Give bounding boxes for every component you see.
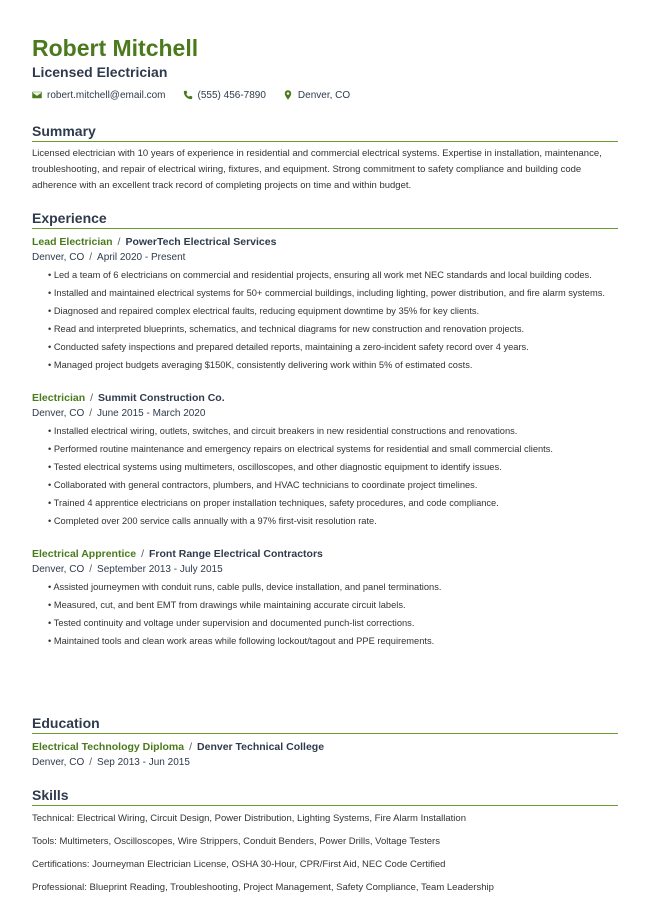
education-meta <box>32 755 618 770</box>
education-location: Denver, CO <box>32 757 85 768</box>
skills-line: Tools: Multimeters, Oscilloscopes, Wire Strippers, Conduit Benders, Power Drills, Voltage Testers <box>32 836 440 847</box>
education-dates: Sep 2013 - Jun 2015 <box>97 757 190 768</box>
degree: Electrical Technology Diploma <box>32 741 185 753</box>
separator: / <box>89 408 93 419</box>
experience-section <box>32 209 618 652</box>
job-role: Electrical Apprentice <box>32 548 137 560</box>
job-location: Denver, CO <box>32 564 85 575</box>
location-text: Denver, CO <box>297 89 351 101</box>
separator: / <box>117 236 121 248</box>
job-bullets <box>32 268 618 373</box>
job-bullet: • Collaborated with general contractors, plumbers, and HVAC technicians to coordinate project timelines. <box>48 478 618 493</box>
job-bullet: • Tested electrical systems using multimeters, oscilloscopes, and other diagnostic equipment to identify issues. <box>48 460 618 475</box>
contact-location <box>283 90 350 101</box>
job-company: PowerTech Electrical Services <box>125 236 277 248</box>
job-bullet: • Conducted safety inspections and prepared detailed reports, maintaining a zero-incident safety record over 4 years. <box>48 340 618 355</box>
job-meta <box>32 406 618 421</box>
job-bullets <box>32 580 618 649</box>
separator: / <box>141 548 144 560</box>
job-role: Lead Electrician <box>32 236 113 248</box>
summary-text: Licensed electrician with 10 years of experience in residential and commercial electrical systems. Expertise in installation, maintenance, troubleshooting, and repair of electrical wiring, fixtures, and equipment. Strong commitment to safety compliance and building code adherence with an excellent track record of completing projects on time and within budget. <box>32 148 602 191</box>
job-bullet: • Tested continuity and voltage under supervision and documented punch-list corrections. <box>48 616 618 631</box>
job-entry <box>32 235 618 373</box>
job-heading <box>32 235 618 250</box>
separator: / <box>89 252 93 263</box>
skills-heading: Skills <box>32 786 618 806</box>
job-bullet: • Led a team of 6 electricians on commercial and residential projects, ensuring all work met NEC standards and local building codes. <box>48 268 618 283</box>
job-location: Denver, CO <box>32 408 85 419</box>
contact-phone[interactable] <box>183 90 266 101</box>
job-bullet: • Read and interpreted blueprints, schematics, and technical diagrams for new construction and renovation projects. <box>48 322 618 337</box>
phone-text: (555) 456-7890 <box>197 89 266 101</box>
job-bullet: • Completed over 200 service calls annually with a 97% first-visit resolution rate. <box>48 514 618 529</box>
contact-row <box>32 87 618 103</box>
contact-email[interactable] <box>32 90 166 101</box>
education-heading: Education <box>32 714 618 734</box>
job-heading <box>32 391 618 406</box>
job-bullet: • Trained 4 apprentice electricians on proper installation techniques, safety procedures, and code compliance. <box>48 496 618 511</box>
separator: / <box>89 757 93 768</box>
job-dates: April 2020 - Present <box>97 252 186 263</box>
separator: / <box>189 741 193 753</box>
skills-line: Professional: Blueprint Reading, Troubleshooting, Project Management, Safety Compliance, Team Leadership <box>32 882 494 893</box>
job-bullet: • Measured, cut, and bent EMT from drawings while maintaining accurate circuit labels. <box>48 598 618 613</box>
job-bullet: • Installed and maintained electrical systems for 50+ commercial buildings, including lighting, power distribution, and fire alarm systems. <box>48 286 618 301</box>
separator: / <box>89 564 93 575</box>
education-heading-line <box>32 740 618 755</box>
job-dates: September 2013 - July 2015 <box>97 564 223 575</box>
job-bullet: • Diagnosed and repaired complex electrical faults, reducing equipment downtime by 35% for key clients. <box>48 304 618 319</box>
job-bullets <box>32 424 618 529</box>
job-entry <box>32 547 618 649</box>
job-role: Electrician <box>32 392 86 404</box>
job-entry <box>32 391 618 529</box>
envelope-icon <box>32 90 42 100</box>
map-pin-icon <box>283 90 293 100</box>
job-bullet: • Installed electrical wiring, outlets, switches, and circuit breakers in new residential constructions and renovations. <box>48 424 618 439</box>
job-company: Summit Construction Co. <box>98 392 225 404</box>
job-bullet: • Performed routine maintenance and emergency repairs on electrical systems for residential and small commercial clients. <box>48 442 618 457</box>
candidate-name: Robert Mitchell <box>32 35 199 61</box>
experience-heading: Experience <box>32 209 618 229</box>
skills-line: Certifications: Journeyman Electrician License, OSHA 30-Hour, CPR/First Aid, NEC Code Certified <box>32 859 446 870</box>
summary-heading: Summary <box>32 122 618 142</box>
job-company: Front Range Electrical Contractors <box>149 548 323 560</box>
separator: / <box>90 392 94 404</box>
candidate-title: Licensed Electrician <box>32 64 168 80</box>
skills-line: Technical: Electrical Wiring, Circuit Design, Power Distribution, Lighting Systems, Fire Alarm Installation <box>32 813 466 824</box>
job-meta <box>32 250 618 265</box>
education-section <box>32 714 618 770</box>
job-heading <box>32 547 618 562</box>
skills-section <box>32 786 618 895</box>
job-location: Denver, CO <box>32 252 85 263</box>
job-bullet: • Managed project budgets averaging $150K, consistently delivering work within 5% of estimated costs. <box>48 358 618 373</box>
job-dates: June 2015 - March 2020 <box>97 408 206 419</box>
job-meta <box>32 562 618 577</box>
job-bullet: • Maintained tools and clean work areas while following lockout/tagout and PPE requirements. <box>48 634 618 649</box>
email-text: robert.mitchell@email.com <box>47 89 166 101</box>
summary-section <box>32 122 618 194</box>
resume-page <box>32 34 618 893</box>
school: Denver Technical College <box>197 741 325 753</box>
phone-icon <box>183 90 193 100</box>
job-bullet: • Assisted journeymen with conduit runs, cable pulls, device installation, and panel terminations. <box>48 580 618 595</box>
